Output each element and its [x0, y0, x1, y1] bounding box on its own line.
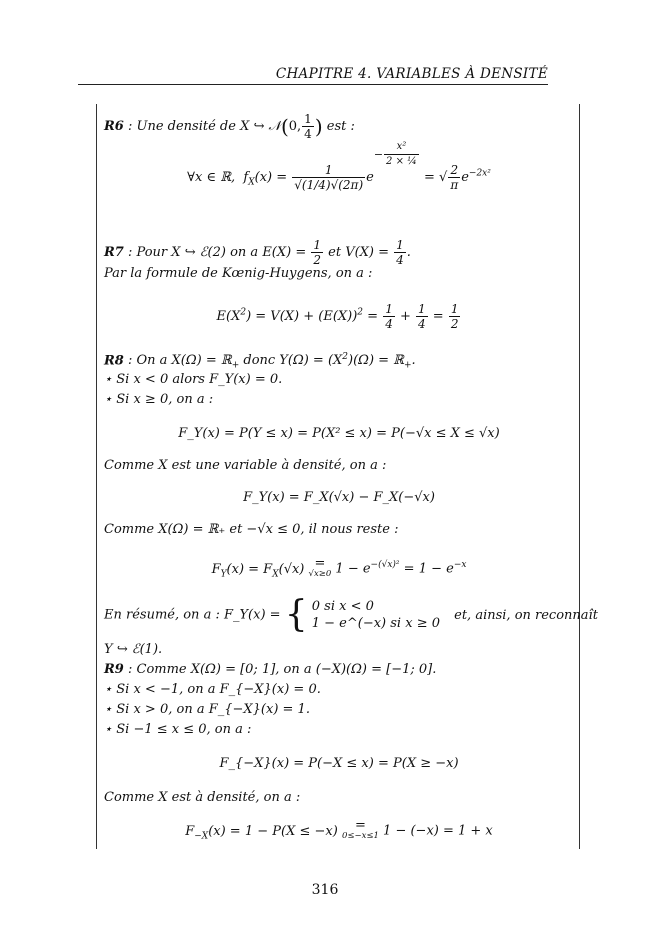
r8-summary-left: En résumé, on a : F_Y(x) = [104, 607, 281, 623]
r9-bullet-3: ⋆ Si −1 ≤ x ≤ 0, on a : [104, 722, 252, 737]
header-rule [78, 84, 548, 85]
r8-conclusion: Y ↪ ℰ(1). [104, 642, 163, 657]
r8-text-2: Comme X(Ω) = ℝ₊ et −√x ≤ 0, il nous reste : [104, 522, 399, 537]
r8-tag: R8 [104, 353, 124, 369]
r8-summary-right: et, ainsi, on reconnaît [454, 607, 598, 623]
r9-intro-text: : Comme X(Ω) = [0; 1], on a (−X)(Ω) = [−1; 0]. [123, 662, 437, 677]
r6-formula: ∀x ∈ ℝ, $f_X(x)$ = $\frac{1}{√(1/4)√(2\pi)}$ $e^{- \frac{\text{x²}}{\text{2 × ¼}}}$ = √ $\frac{2}{\pi}$ $e^{-2x^2}$ [187, 141, 491, 192]
content-frame [96, 104, 580, 849]
r8-cases-brace: { [284, 594, 308, 635]
r8-bullet-1: ⋆ Si x < 0 alors F_Y(x) = 0. [104, 372, 283, 387]
r8-case-2: 1 − e^(−x) si x ≥ 0 [311, 616, 440, 631]
r7-koenig-line: Par la formule de Kœnig-Huygens, on a : [104, 266, 373, 281]
r6-intro: R6 : Une densité de X ↪ 𝒩(0, $\frac{1}{4}$ ) est : [104, 112, 355, 141]
r8-formula-3: $F_Y(x) = F_X(√x)$ = √x≥0 $1 - e^{-(√x)^2} = 1 - e^{-x}$ [211, 556, 467, 580]
r7-tag: R7 [104, 245, 124, 260]
r9-formula-2: $F_{-X}(x) = 1 - P(X \le -x)$ = 0≤−x≤1 1 − (−x) = 1 + x [185, 818, 493, 842]
r8-cases [312, 598, 440, 632]
r8-summary [104, 594, 598, 635]
r8-f3-condition: √x≥0 [308, 569, 332, 579]
r6-tag: R6 [104, 119, 124, 134]
r9-intro [104, 662, 436, 677]
r9-bullet-1: ⋆ Si x < −1, on a F_{−X}(x) = 0. [104, 682, 321, 697]
r7-intro: R7 : Pour X ↪ ℰ(2) on a E(X) = $\frac{1}{2}$ et V(X) = $\frac{1}{4}$ . [104, 238, 411, 267]
r9-tag: R9 [104, 662, 124, 677]
r9-bullet-2: ⋆ Si x > 0, on a F_{−X}(x) = 1. [104, 702, 310, 717]
r7-formula: $E(X^2) = V(X) + (E(X))^2$ = $\frac{1}{4}$ + $\frac{1}{4}$ = $\frac{1}{2}$ [216, 302, 459, 331]
page-number: 316 [311, 882, 339, 898]
r9-formula-1: F_{−X}(x) = P(−X ≤ x) = P(X ≥ −x) [219, 756, 459, 771]
r8-bullet-2: ⋆ Si x ≥ 0, on a : [104, 392, 214, 407]
r8-text-1: Comme X est une variable à densité, on a : [104, 458, 387, 473]
r8-formula-2: F_Y(x) = F_X(√x) − F_X(−√x) [243, 490, 435, 505]
r8-formula-1: F_Y(x) = P(Y ≤ x) = P(X² ≤ x) = P(−√x ≤ X ≤ √x) [178, 426, 500, 441]
r8-intro: R8 : On a X(Ω) = ℝ$_+$ donc $Y(\Omega) = (X^2)(\Omega)$ = ℝ$_+$. [104, 352, 416, 371]
r8-case-1: 0 si x < 0 [311, 599, 374, 614]
r9-text-1: Comme X est à densité, on a : [104, 790, 301, 805]
r9-f2-condition: 0≤−x≤1 [341, 831, 379, 841]
chapter-header: CHAPITRE 4. VARIABLES À DENSITÉ [275, 66, 548, 82]
